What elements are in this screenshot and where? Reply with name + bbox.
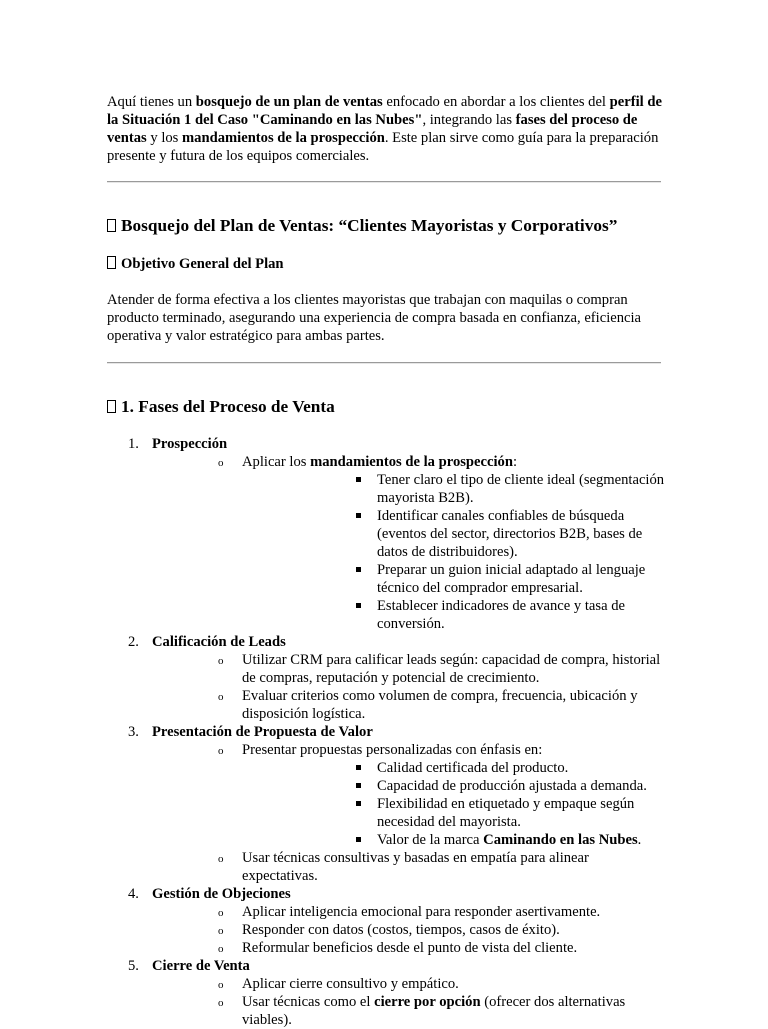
phase-item — [107, 885, 667, 957]
intro-bold-text: mandamientos de la prospección — [182, 130, 385, 146]
phase-title: Gestión de Objeciones — [152, 886, 291, 902]
intro-text: y los — [146, 130, 183, 146]
circle-bullet-icon: o — [218, 745, 224, 757]
phase-title: Cierre de Venta — [152, 958, 250, 974]
subsub-item-text: . — [637, 832, 642, 848]
intro-paragraph — [107, 93, 663, 165]
phases-heading-text: 1. Fases del Proceso de Venta — [121, 397, 335, 416]
square-bullet-icon — [356, 603, 361, 608]
circle-bullet-icon: o — [218, 655, 224, 667]
objective-paragraph: Atender de forma efectiva a los clientes mayoristas que trabajan con maquilas o compran producto terminado, asegurando una experiencia de compra basada en confianza, eficiencia operativa y valor estratégico para ambas partes. — [107, 292, 642, 344]
phase-number: 4. — [128, 886, 139, 902]
subsub-item-text: Identificar canales confiables de búsqueda (eventos del sector, directorios B2B, bases de datos de distribuidores). — [377, 508, 643, 560]
square-bullet-icon — [356, 567, 361, 572]
intro-text: . Este plan sirve como guía para la preparación presente y futura de los equipos comerciales. — [107, 130, 659, 164]
phases-list — [107, 435, 667, 1029]
subsub-list — [242, 759, 667, 849]
phase-item — [107, 723, 667, 885]
objective-heading — [107, 255, 284, 273]
square-bullet-icon — [356, 783, 361, 788]
intro-bold-text: fases del proceso de ventas — [107, 112, 638, 146]
subsub-item — [242, 597, 667, 633]
sub-item — [152, 741, 667, 849]
subsub-list — [242, 471, 667, 633]
subsub-item-text: Flexibilidad en etiquetado y empaque según necesidad del mayorista. — [377, 796, 635, 830]
sub-list — [152, 651, 667, 723]
sub-item — [152, 453, 667, 633]
sub-item — [152, 903, 667, 921]
sub-list — [152, 453, 667, 633]
sub-item-bold-text: mandamientos de la prospección — [310, 454, 513, 470]
phase-number: 5. — [128, 958, 139, 974]
subsub-item — [242, 561, 667, 597]
missing-glyph-icon — [107, 219, 116, 232]
circle-bullet-icon: o — [218, 997, 224, 1009]
plan-title-text: Bosquejo del Plan de Ventas: “Clientes Mayoristas y Corporativos” — [121, 216, 618, 235]
intro-text: Aquí tienes un — [107, 94, 196, 110]
sub-item-text: Aplicar los — [242, 454, 311, 470]
subsub-item — [242, 759, 667, 777]
sub-item — [152, 849, 667, 885]
phase-title: Prospección — [152, 436, 228, 452]
circle-bullet-icon: o — [218, 457, 224, 469]
sub-list — [152, 741, 667, 885]
phase-title: Presentación de Propuesta de Valor — [152, 724, 373, 740]
square-bullet-icon — [356, 477, 361, 482]
phase-number: 2. — [128, 634, 139, 650]
subsub-item — [242, 777, 667, 795]
subsub-item — [242, 795, 667, 831]
subsub-item-bold-text: Caminando en las Nubes — [483, 832, 638, 848]
subsub-item-text: Tener claro el tipo de cliente ideal (segmentación mayorista B2B). — [377, 472, 665, 506]
objective-heading-text: Objetivo General del Plan — [121, 256, 284, 272]
sub-item — [152, 939, 667, 957]
sub-item-text: Evaluar criterios como volumen de compra, frecuencia, ubicación y disposición logística. — [242, 688, 638, 722]
phase-title: Calificación de Leads — [152, 634, 286, 650]
subsub-item — [242, 471, 667, 507]
subsub-item-text: Establecer indicadores de avance y tasa de conversión. — [377, 598, 625, 632]
subsub-item-text: Valor de la marca — [377, 832, 484, 848]
phase-item — [107, 435, 667, 633]
sub-item — [152, 975, 667, 993]
sub-item-text: Presentar propuestas personalizadas con énfasis en: — [242, 742, 543, 758]
sub-item-bold-text: cierre por opción — [374, 994, 481, 1010]
sub-item — [152, 651, 667, 687]
circle-bullet-icon: o — [218, 907, 224, 919]
sub-item-text: Usar técnicas consultivas y basadas en empatía para alinear expectativas. — [242, 850, 589, 884]
plan-title — [107, 215, 617, 237]
phases-heading — [107, 396, 335, 418]
sub-item-text: : — [512, 454, 517, 470]
sub-item — [152, 921, 667, 939]
sub-item-text: Responder con datos (costos, tiempos, casos de éxito). — [242, 922, 560, 938]
phase-number: 1. — [128, 436, 139, 452]
circle-bullet-icon: o — [218, 943, 224, 955]
square-bullet-icon — [356, 513, 361, 518]
intro-text: , integrando las — [422, 112, 516, 128]
circle-bullet-icon: o — [218, 979, 224, 991]
horizontal-divider — [107, 362, 661, 364]
circle-bullet-icon: o — [218, 853, 224, 865]
phase-item — [107, 957, 667, 1029]
square-bullet-icon — [356, 765, 361, 770]
subsub-item-text: Calidad certificada del producto. — [377, 760, 569, 776]
subsub-item-text: Preparar un guion inicial adaptado al lenguaje técnico del comprador empresarial. — [377, 562, 646, 596]
subsub-item — [242, 831, 667, 849]
intro-bold-text: perfil de la Situación 1 del Caso "Caminando en las Nubes" — [107, 94, 662, 128]
intro-text: enfocado en abordar a los clientes del — [382, 94, 610, 110]
phase-item — [107, 633, 667, 723]
square-bullet-icon — [356, 837, 361, 842]
subsub-item — [242, 507, 667, 561]
sub-item-text: Aplicar inteligencia emocional para responder asertivamente. — [242, 904, 601, 920]
circle-bullet-icon: o — [218, 691, 224, 703]
intro-bold-text: bosquejo de un plan de ventas — [195, 94, 383, 110]
phase-number: 3. — [128, 724, 139, 740]
sub-item-text: Usar técnicas como el — [242, 994, 375, 1010]
sub-item-text: Reformular beneficios desde el punto de vista del cliente. — [242, 940, 578, 956]
sub-list — [152, 975, 667, 1029]
sub-item — [152, 687, 667, 723]
circle-bullet-icon: o — [218, 925, 224, 937]
subsub-item-text: Capacidad de producción ajustada a demanda. — [377, 778, 647, 794]
missing-glyph-icon — [107, 400, 116, 413]
sub-list — [152, 903, 667, 957]
missing-glyph-icon — [107, 256, 116, 269]
sub-item-text: Utilizar CRM para calificar leads según: capacidad de compra, historial de compras, reputación y potencial de crecimiento. — [242, 652, 661, 686]
sub-item-text: Aplicar cierre consultivo y empático. — [242, 976, 459, 992]
square-bullet-icon — [356, 801, 361, 806]
sub-item-text: (ofrecer dos alternativas viables). — [242, 994, 626, 1028]
horizontal-divider — [107, 181, 661, 183]
